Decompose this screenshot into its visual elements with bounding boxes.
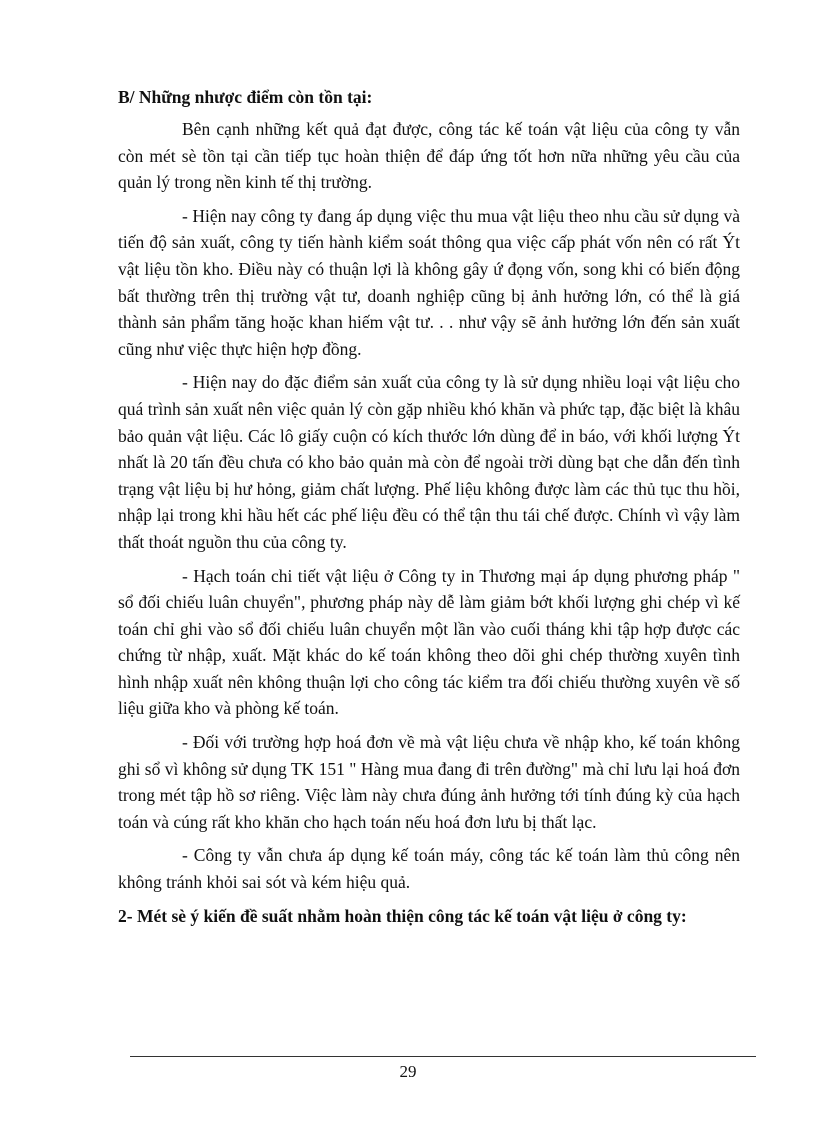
paragraph-detail-accounting: - Hạch toán chi tiết vật liệu ở Công ty in Thương mại áp dụng phương pháp " sổ đối chiếu luân chuyển", phương pháp này dễ làm giảm bớt khối lượng ghi chép vì kế toán chỉ ghi vào sổ đối chiếu luân chuyển một lần vào cuối tháng khi tập hợp được các chứng từ nhập, xuất. Mặt khác do kế toán không theo dõi ghi chép thường xuyên tình hình nhập xuất nên không thuận lợi cho công tác kiểm tra đối chiếu thường xuyên về số liệu giữa kho và phòng kế toán.	[118, 565, 740, 719]
paragraph-intro: Bên cạnh những kết quả đạt được, công tác kế toán vật liệu của công ty vẫn còn mét sè tồn tại cần tiếp tục hoàn thiện để đáp ứng tốt hơn nữa những yêu cầu của quản lý trong nền kinh tế thị trường.	[118, 119, 740, 193]
subsection-heading: 2- Mét sè ý kiến đề suất nhằm hoàn thiện công tác kế toán vật liệu ở công ty:	[118, 905, 687, 926]
paragraph-manual-accounting: - Công ty vẫn chưa áp dụng kế toán máy, công tác kế toán làm thủ công nên không tránh khỏi sai sót và kém hiệu quả.	[118, 845, 740, 893]
section-heading: B/ Những nhược điểm còn tồn tại:	[118, 87, 373, 107]
paragraph-invoices: - Đối với trường hợp hoá đơn về mà vật liệu chưa về nhập kho, kế toán không ghi sổ vì không sử dụng TK 151 " Hàng mua đang đi trên đường" mà chỉ lưu lại hoá đơn trong mét tập hồ sơ riêng. Việc làm này chưa đúng ảnh hưởng tới tính đúng kỳ của hạch toán và cúng rất kho khăn cho hạch toán nếu hoá đơn lưu bị thất lạc.	[118, 732, 740, 832]
page-number: 29	[399, 1062, 417, 1081]
page-body	[118, 84, 740, 929]
paragraph-procurement: - Hiện nay công ty đang áp dụng việc thu mua vật liệu theo nhu cầu sử dụng và tiến độ sản xuất, công ty tiến hành kiểm soát thông qua việc cấp phát vốn nên có rất Ýt vật liệu tồn kho. Điều này có thuận lợi là không gây ứ đọng vốn, song khi có biến động bất thường trên thị trường vật tư, doanh nghiệp cũng bị ảnh hưởng lớn, có thể là giá thành sản phẩm tăng hoặc khan hiếm vật tư. . . như vậy sẽ ảnh hưởng lớn đến sản xuất cũng như việc thực hiện hợp đồng.	[118, 205, 740, 359]
paragraph-storage: - Hiện nay do đặc điểm sản xuất của công ty là sử dụng nhiều loại vật liệu cho quá trình sản xuất nên việc quản lý còn gặp nhiều khó khăn và phức tạp, đặc biệt là khâu bảo quản vật liệu. Các lô giấy cuộn có kích thước lớn dùng để in báo, với khối lượng Ýt nhất là 20 tấn đều chưa có kho bảo quản mà còn để ngoài trời dùng bạt che dẫn đến tình trạng vật liệu bị hư hỏng, giảm chất lượng. Phế liệu không được làm các thủ tục thu hồi, nhập lại trong khi hầu hết các phế liệu đều có thể tận thu tái chế được. Chính vì vậy làm thất thoát nguồn thu của công ty.	[118, 372, 740, 552]
footer-divider	[130, 1056, 756, 1057]
